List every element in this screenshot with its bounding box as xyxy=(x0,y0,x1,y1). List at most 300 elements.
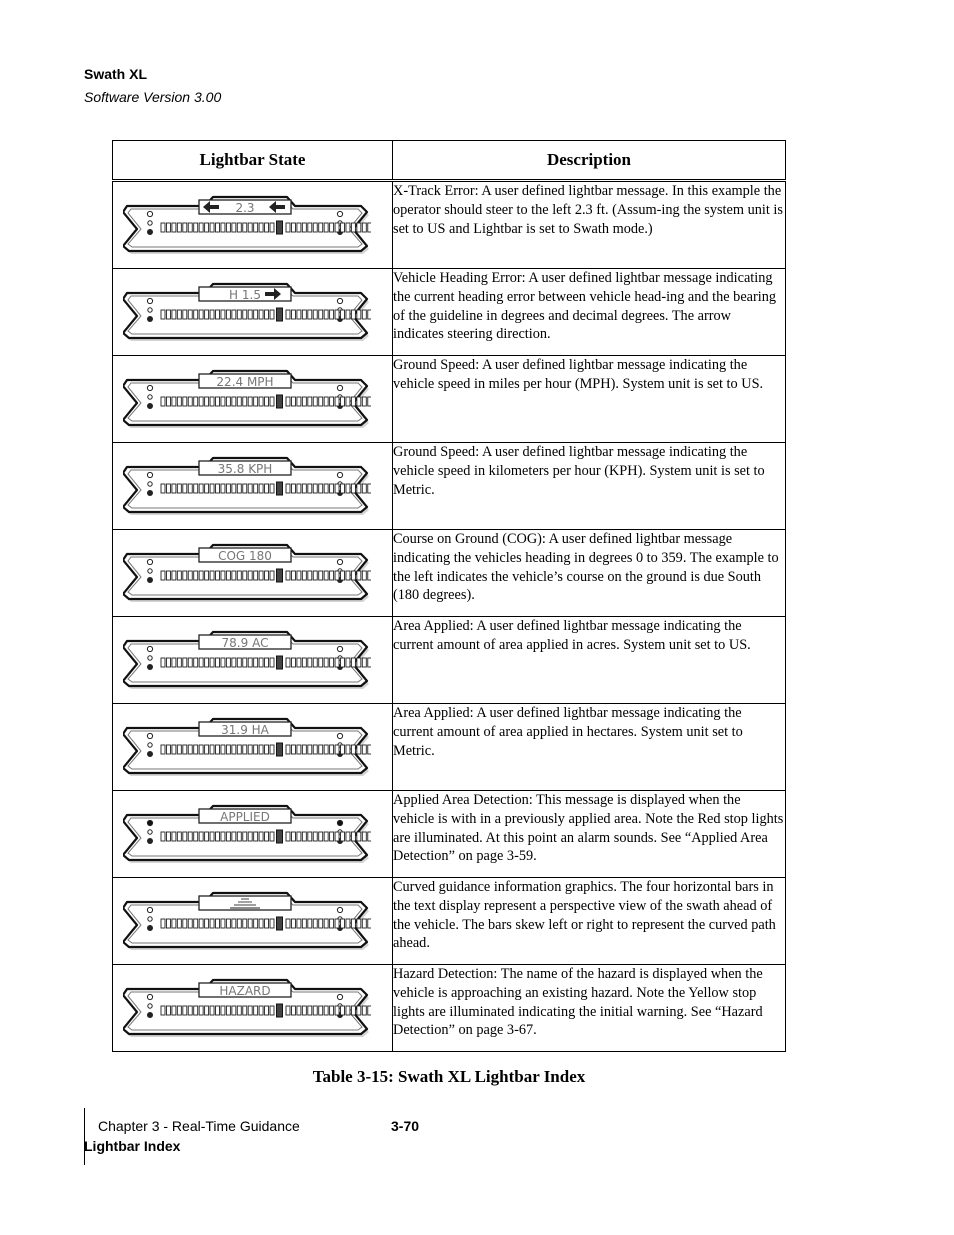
led-segment xyxy=(319,1006,323,1015)
led-segment xyxy=(237,1006,241,1015)
lightbar-state-cell xyxy=(113,181,393,269)
indicator-led-active xyxy=(147,577,153,583)
led-segment xyxy=(205,397,209,406)
led-segment xyxy=(297,397,301,406)
led-segment xyxy=(286,919,290,928)
lightbar-device-illustration xyxy=(123,540,371,602)
led-segment xyxy=(248,919,252,928)
indicator-led xyxy=(148,308,152,312)
description-cell: X-Track Error: A user defined lightbar message. In this example the operator should steer to the left 2.3 ft. (Assum-ing the system unit is set to US and Lightbar is set to Swath mode.) xyxy=(393,181,786,269)
led-segment xyxy=(254,832,258,841)
lightbar-state-cell xyxy=(113,965,393,1052)
stop-light-left xyxy=(147,472,152,477)
led-segment xyxy=(221,658,225,667)
led-segment xyxy=(335,1006,339,1015)
led-segment xyxy=(210,484,214,493)
led-segment xyxy=(286,223,290,232)
led-segment xyxy=(210,223,214,232)
led-segment xyxy=(297,745,301,754)
led-segment xyxy=(205,658,209,667)
led-segment xyxy=(232,397,236,406)
led-segment xyxy=(368,484,371,493)
table-header-row xyxy=(113,141,786,181)
table-row xyxy=(113,617,786,704)
led-segment xyxy=(324,745,328,754)
led-segment xyxy=(270,484,274,493)
lightbar-state-cell xyxy=(113,791,393,878)
led-segment xyxy=(177,223,181,232)
led-segment xyxy=(259,571,263,580)
led-segment xyxy=(324,310,328,319)
stop-light-left xyxy=(147,994,152,999)
led-segment xyxy=(357,919,361,928)
led-segment xyxy=(308,1006,312,1015)
led-segment xyxy=(313,658,317,667)
led-segment xyxy=(346,658,350,667)
led-segment xyxy=(297,223,301,232)
led-segment xyxy=(341,919,345,928)
led-segment xyxy=(226,571,230,580)
led-segment xyxy=(346,832,350,841)
led-segment xyxy=(308,223,312,232)
led-segment xyxy=(161,571,165,580)
led-segment xyxy=(221,745,225,754)
indicator-led-active xyxy=(147,490,153,496)
led-segment xyxy=(210,397,214,406)
led-segment xyxy=(351,484,355,493)
stop-light-right xyxy=(337,646,342,651)
led-segment xyxy=(291,223,295,232)
led-segment xyxy=(357,223,361,232)
led-segment xyxy=(330,658,334,667)
center-led xyxy=(277,830,283,843)
guidance-led-bar xyxy=(161,221,371,234)
display-text: COG 180 xyxy=(218,549,272,563)
led-segment xyxy=(205,832,209,841)
led-segment xyxy=(237,484,241,493)
led-segment xyxy=(368,658,371,667)
led-segment xyxy=(357,571,361,580)
led-segment xyxy=(188,832,192,841)
led-segment xyxy=(265,397,269,406)
led-segment xyxy=(291,832,295,841)
led-segment xyxy=(248,745,252,754)
led-segment xyxy=(221,919,225,928)
led-segment xyxy=(183,484,187,493)
table-row xyxy=(113,269,786,356)
stop-light-right xyxy=(337,385,342,390)
column-header-lightbar-state: Lightbar State xyxy=(113,141,393,181)
led-segment xyxy=(199,832,203,841)
led-segment xyxy=(199,658,203,667)
led-segment xyxy=(265,223,269,232)
led-segment xyxy=(216,571,220,580)
description-cell: Vehicle Heading Error: A user defined lightbar message indicating the current heading error between vehicle head-ing and the bearing of the guideline in degrees and decimal degrees. The arrow indicates steering direction. xyxy=(393,269,786,356)
stop-light-right xyxy=(337,907,342,912)
led-segment xyxy=(259,1006,263,1015)
led-segment xyxy=(265,484,269,493)
led-segment xyxy=(248,310,252,319)
led-segment xyxy=(313,484,317,493)
led-segment xyxy=(286,658,290,667)
table-row xyxy=(113,791,786,878)
led-segment xyxy=(177,571,181,580)
led-segment xyxy=(362,484,366,493)
led-segment xyxy=(221,484,225,493)
led-segment xyxy=(199,397,203,406)
table-row xyxy=(113,704,786,791)
led-segment xyxy=(335,832,339,841)
led-segment xyxy=(172,745,176,754)
led-segment xyxy=(297,658,301,667)
led-segment xyxy=(210,1006,214,1015)
led-segment xyxy=(362,397,366,406)
led-segment xyxy=(172,919,176,928)
stop-light-left xyxy=(147,298,152,303)
led-segment xyxy=(330,310,334,319)
led-segment xyxy=(254,745,258,754)
led-segment xyxy=(308,658,312,667)
led-segment xyxy=(308,310,312,319)
led-segment xyxy=(254,1006,258,1015)
led-segment xyxy=(194,223,198,232)
led-segment xyxy=(226,832,230,841)
stop-light-right xyxy=(337,994,342,999)
led-segment xyxy=(172,484,176,493)
led-segment xyxy=(237,832,241,841)
led-segment xyxy=(313,397,317,406)
indicator-led-active xyxy=(147,925,153,931)
led-segment xyxy=(324,658,328,667)
led-segment xyxy=(194,397,198,406)
led-segment xyxy=(368,832,371,841)
led-segment xyxy=(319,832,323,841)
led-segment xyxy=(199,745,203,754)
led-segment xyxy=(341,310,345,319)
led-segment xyxy=(216,1006,220,1015)
led-segment xyxy=(183,745,187,754)
led-segment xyxy=(270,919,274,928)
led-segment xyxy=(291,658,295,667)
led-segment xyxy=(243,223,247,232)
guidance-led-bar xyxy=(161,482,371,495)
led-segment xyxy=(221,223,225,232)
led-segment xyxy=(330,832,334,841)
lightbar-state-cell xyxy=(113,443,393,530)
led-segment xyxy=(183,310,187,319)
led-segment xyxy=(243,1006,247,1015)
lightbar-device-illustration xyxy=(123,366,371,428)
led-segment xyxy=(199,310,203,319)
lightbar-state-cell xyxy=(113,530,393,617)
led-segment xyxy=(205,745,209,754)
lightbar-device-illustration xyxy=(123,714,371,776)
stop-light-left xyxy=(147,385,152,390)
led-segment xyxy=(362,658,366,667)
led-segment xyxy=(302,832,306,841)
footer-rule xyxy=(84,1108,85,1165)
guidance-led-bar xyxy=(161,1004,371,1017)
stop-light-right xyxy=(337,559,342,564)
stop-light-left xyxy=(147,559,152,564)
led-segment xyxy=(221,1006,225,1015)
lightbar-state-cell xyxy=(113,704,393,791)
lightbar-state-cell xyxy=(113,617,393,704)
lightbar-state-cell xyxy=(113,356,393,443)
indicator-led xyxy=(148,221,152,225)
led-segment xyxy=(221,310,225,319)
led-segment xyxy=(210,832,214,841)
guidance-led-bar xyxy=(161,743,371,756)
led-segment xyxy=(330,223,334,232)
led-segment xyxy=(302,745,306,754)
led-segment xyxy=(243,397,247,406)
led-segment xyxy=(161,658,165,667)
led-segment xyxy=(368,1006,371,1015)
led-segment xyxy=(319,223,323,232)
led-segment xyxy=(308,571,312,580)
led-segment xyxy=(302,919,306,928)
led-segment xyxy=(308,919,312,928)
display-text: 22.4 MPH xyxy=(216,375,274,389)
led-segment xyxy=(265,571,269,580)
led-segment xyxy=(188,223,192,232)
led-segment xyxy=(297,919,301,928)
guidance-led-bar xyxy=(161,569,371,582)
led-segment xyxy=(243,832,247,841)
stop-light-left xyxy=(147,733,152,738)
led-segment xyxy=(232,571,236,580)
led-segment xyxy=(188,397,192,406)
led-segment xyxy=(199,1006,203,1015)
led-segment xyxy=(351,658,355,667)
led-segment xyxy=(232,1006,236,1015)
led-segment xyxy=(346,310,350,319)
led-segment xyxy=(324,397,328,406)
led-segment xyxy=(243,919,247,928)
led-segment xyxy=(346,223,350,232)
led-segment xyxy=(161,1006,165,1015)
led-segment xyxy=(313,571,317,580)
led-segment xyxy=(166,571,170,580)
led-segment xyxy=(226,310,230,319)
led-segment xyxy=(177,658,181,667)
led-segment xyxy=(172,832,176,841)
center-led xyxy=(277,482,283,495)
led-segment xyxy=(265,832,269,841)
led-segment xyxy=(291,571,295,580)
led-segment xyxy=(243,745,247,754)
center-led xyxy=(277,221,283,234)
led-segment xyxy=(346,1006,350,1015)
stop-light-left xyxy=(147,820,152,825)
lightbar-state-cell xyxy=(113,878,393,965)
led-segment xyxy=(302,397,306,406)
display-text: 31.9 HA xyxy=(221,723,269,737)
led-segment xyxy=(216,832,220,841)
led-segment xyxy=(248,1006,252,1015)
led-segment xyxy=(226,919,230,928)
led-segment xyxy=(210,310,214,319)
lightbar-state-cell xyxy=(113,269,393,356)
led-segment xyxy=(346,484,350,493)
stop-light-right xyxy=(337,211,342,216)
led-segment xyxy=(188,484,192,493)
led-segment xyxy=(177,310,181,319)
led-segment xyxy=(216,484,220,493)
led-segment xyxy=(254,310,258,319)
led-segment xyxy=(368,571,371,580)
led-segment xyxy=(259,223,263,232)
table-row xyxy=(113,443,786,530)
display-text: 78.9 AC xyxy=(221,636,269,650)
description-cell: Applied Area Detection: This message is displayed when the vehicle is with in a previously applied area. Note the Red stop lights are illuminated. At this point an alarm sounds. See “Applied Area Detection” on page 3-59. xyxy=(393,791,786,878)
led-segment xyxy=(199,223,203,232)
led-segment xyxy=(161,397,165,406)
description-cell: Curved guidance information graphics. The four horizontal bars in the text display represent a perspective view of the swath ahead of the vehicle. The bars skew left or right to represent the curved path ahead. xyxy=(393,878,786,965)
led-segment xyxy=(259,832,263,841)
led-segment xyxy=(188,310,192,319)
description-cell: Hazard Detection: The name of the hazard is displayed when the vehicle is approaching an existing hazard. Note the Yellow stop lights are illuminated indicating the initial warning. See “Hazard Detection” on page 3-67. xyxy=(393,965,786,1052)
center-led xyxy=(277,1004,283,1017)
led-segment xyxy=(330,919,334,928)
led-segment xyxy=(205,310,209,319)
led-segment xyxy=(319,919,323,928)
led-segment xyxy=(319,484,323,493)
led-segment xyxy=(341,745,345,754)
led-segment xyxy=(166,658,170,667)
led-segment xyxy=(161,919,165,928)
led-segment xyxy=(237,658,241,667)
footer-section: Lightbar Index xyxy=(84,1138,181,1154)
led-segment xyxy=(177,745,181,754)
led-segment xyxy=(346,919,350,928)
led-segment xyxy=(346,571,350,580)
led-segment xyxy=(232,310,236,319)
table-row xyxy=(113,356,786,443)
lightbar-device-illustration xyxy=(123,453,371,515)
led-segment xyxy=(172,223,176,232)
led-segment xyxy=(330,571,334,580)
led-segment xyxy=(308,484,312,493)
led-segment xyxy=(205,571,209,580)
led-segment xyxy=(319,310,323,319)
led-segment xyxy=(368,310,371,319)
led-segment xyxy=(216,658,220,667)
lightbar-device-illustration xyxy=(123,975,371,1037)
led-segment xyxy=(237,571,241,580)
led-segment xyxy=(265,658,269,667)
lightbar-device-illustration xyxy=(123,279,371,341)
led-segment xyxy=(243,571,247,580)
led-segment xyxy=(254,397,258,406)
led-segment xyxy=(166,310,170,319)
led-segment xyxy=(237,310,241,319)
led-segment xyxy=(362,223,366,232)
led-segment xyxy=(368,397,371,406)
led-segment xyxy=(188,919,192,928)
led-segment xyxy=(177,484,181,493)
led-segment xyxy=(297,310,301,319)
indicator-led xyxy=(148,743,152,747)
led-segment xyxy=(341,571,345,580)
led-segment xyxy=(341,1006,345,1015)
stop-light-left xyxy=(147,907,152,912)
footer-chapter: Chapter 3 - Real-Time Guidance xyxy=(98,1118,300,1134)
led-segment xyxy=(259,919,263,928)
led-segment xyxy=(357,310,361,319)
table-caption: Table 3-15: Swath XL Lightbar Index xyxy=(312,1067,586,1086)
led-segment xyxy=(270,310,274,319)
led-segment xyxy=(357,1006,361,1015)
led-segment xyxy=(166,745,170,754)
led-segment xyxy=(199,571,203,580)
led-segment xyxy=(351,745,355,754)
center-led xyxy=(277,743,283,756)
led-segment xyxy=(254,658,258,667)
guidance-led-bar xyxy=(161,308,371,321)
center-led xyxy=(277,569,283,582)
indicator-led xyxy=(148,830,152,834)
indicator-led-active xyxy=(147,403,153,409)
led-segment xyxy=(270,1006,274,1015)
led-segment xyxy=(341,397,345,406)
led-segment xyxy=(313,919,317,928)
led-segment xyxy=(183,1006,187,1015)
led-segment xyxy=(286,484,290,493)
led-segment xyxy=(324,919,328,928)
led-segment xyxy=(330,484,334,493)
led-segment xyxy=(183,919,187,928)
description-cell: Ground Speed: A user defined lightbar message indicating the vehicle speed in kilometers per hour (KPH). System unit is set to Metric. xyxy=(393,443,786,530)
led-segment xyxy=(324,832,328,841)
led-segment xyxy=(297,832,301,841)
led-segment xyxy=(335,223,339,232)
led-segment xyxy=(362,832,366,841)
led-segment xyxy=(270,397,274,406)
led-segment xyxy=(172,571,176,580)
indicator-led xyxy=(148,395,152,399)
led-segment xyxy=(297,484,301,493)
lightbar-device-illustration xyxy=(123,627,371,689)
led-segment xyxy=(362,310,366,319)
led-segment xyxy=(335,658,339,667)
led-segment xyxy=(166,1006,170,1015)
led-segment xyxy=(254,571,258,580)
led-segment xyxy=(362,1006,366,1015)
center-led xyxy=(277,308,283,321)
stop-light-left xyxy=(147,211,152,216)
led-segment xyxy=(248,223,252,232)
led-segment xyxy=(161,484,165,493)
led-segment xyxy=(221,832,225,841)
led-segment xyxy=(313,310,317,319)
led-segment xyxy=(205,919,209,928)
led-segment xyxy=(232,484,236,493)
led-segment xyxy=(243,310,247,319)
led-segment xyxy=(188,658,192,667)
led-segment xyxy=(226,745,230,754)
led-segment xyxy=(324,571,328,580)
led-segment xyxy=(302,571,306,580)
led-segment xyxy=(302,223,306,232)
table-row xyxy=(113,530,786,617)
indicator-led-active xyxy=(147,316,153,322)
stop-light-right xyxy=(337,820,342,825)
led-segment xyxy=(226,1006,230,1015)
led-segment xyxy=(205,1006,209,1015)
led-segment xyxy=(172,310,176,319)
